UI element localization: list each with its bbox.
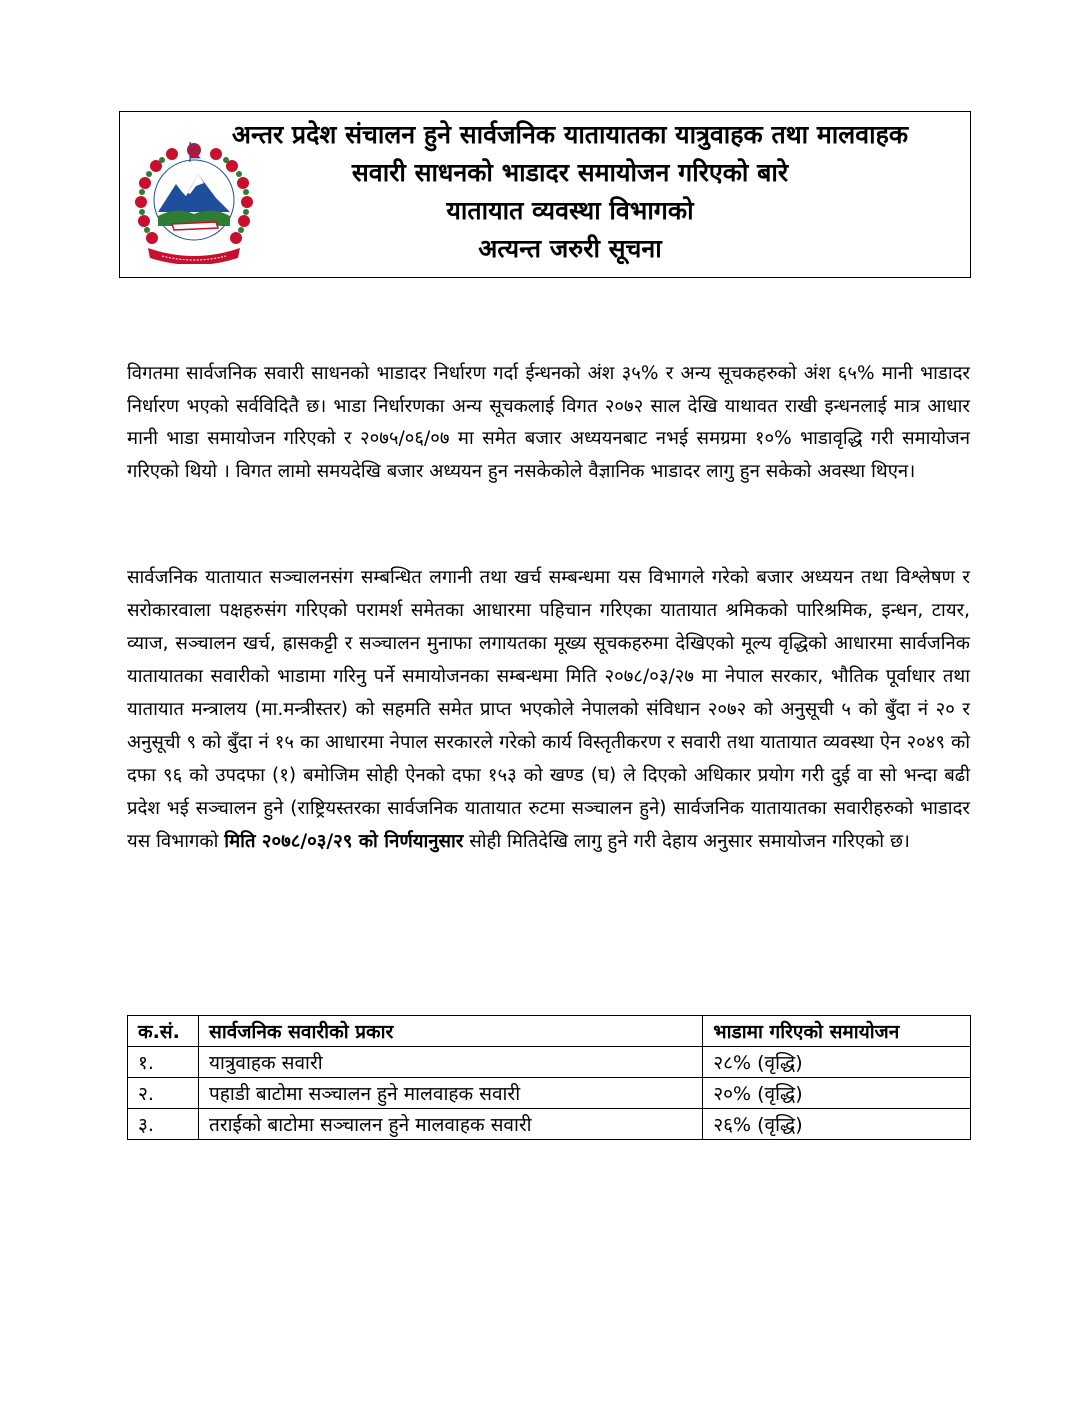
- header-fare-adjustment: भाडामा गरिएको समायोजन: [703, 1016, 971, 1047]
- fare-adjustment-table: [127, 1015, 971, 1140]
- header-serial: क.सं.: [128, 1016, 199, 1047]
- serial-cell: ३.: [128, 1109, 199, 1140]
- paragraph-2-end: सोही मितिदेखि लागु हुने गरी देहाय अनुसार समायोजन गरिएको छ।: [463, 831, 910, 852]
- title-line-3: यातायात व्यवस्था विभागको: [446, 196, 694, 225]
- title-line-4: अत्यन्त जरुरी सूचना: [478, 234, 662, 263]
- serial-cell: २.: [128, 1078, 199, 1109]
- table-row: [128, 1078, 971, 1109]
- decision-date-text: मिति २०७८/०३/२९ को निर्णयानुसार: [224, 831, 464, 852]
- adjustment-cell: २०% (वृद्धि): [703, 1078, 971, 1109]
- paragraph-2: [127, 561, 970, 858]
- table-row: [128, 1109, 971, 1140]
- header-vehicle-type: सार्वजनिक सवारीको प्रकार: [198, 1016, 702, 1047]
- vehicle-type-cell: तराईको बाटोमा सञ्चालन हुने मालवाहक सवारी: [198, 1109, 702, 1140]
- vehicle-type-cell: पहाडी बाटोमा सञ्चालन हुने मालवाहक सवारी: [198, 1078, 702, 1109]
- notice-title: [180, 116, 960, 268]
- serial-cell: १.: [128, 1047, 199, 1078]
- table-header-row: [128, 1016, 971, 1047]
- adjustment-cell: २८% (वृद्धि): [703, 1047, 971, 1078]
- title-line-2: सवारी साधनको भाडादर समायोजन गरिएको बारे: [351, 158, 789, 187]
- paragraph-1: विगतमा सार्वजनिक सवारी साधनको भाडादर निर्धारण गर्दा ईन्धनको अंश ३५% र अन्य सूचकहरुको अंश ६५% मानी भाडादर निर्धारण भएको सर्वविदितै छ। भाडा निर्धारणका अन्य सूचकलाई विगत २०७२ साल देखि याथावत राखी इन्धनलाई मात्र आधार मानी भाडा समायोजन गरिएको र २०७५/०६/०७ मा समेत बजार अध्ययनबाट नभई समग्रमा १०% भाडावृद्धि गरी समायोजन गरिएको थियो । विगत लामो समयदेखि बजार अध्ययन हुन नसकेकोले वैज्ञानिक भाडादर लागु हुन सकेको अवस्था थिएन।: [127, 363, 970, 482]
- adjustment-cell: २६% (वृद्धि): [703, 1109, 971, 1140]
- title-line-1: अन्तर प्रदेश संचालन हुने सार्वजनिक यातायातका यात्रुवाहक तथा मालवाहक: [231, 120, 909, 149]
- notice-header-box: [119, 111, 971, 278]
- vehicle-type-cell: यात्रुवाहक सवारी: [198, 1047, 702, 1078]
- table-row: [128, 1047, 971, 1078]
- paragraph-2-main: सार्वजनिक यातायात सञ्चालनसंग सम्बन्धित लगानी तथा खर्च सम्बन्धमा यस विभागले गरेको बजार अध्ययन तथा विश्लेषण र सरोकारवाला पक्षहरुसंग गरिएको परामर्श समेतका आधारमा पहिचान गरिएका यातायात श्रमिकको पारिश्रमिक, इन्धन, टायर, व्याज, सञ्चालन खर्च, ह्रासकट्टी र सञ्चालन मुनाफा लगायतका मूख्य सूचकहरुमा देखिएको मूल्य वृद्धिको आधारमा सार्वजनिक यातायातका सवारीको भाडामा गरिनु पर्ने समायोजनका सम्बन्धमा मिति २०७८/०३/२७ मा नेपाल सरकार, भौतिक पूर्वाधार तथा यातायात मन्त्रालय (मा.मन्त्रीस्तर) को सहमति समेत प्राप्त भएकोले नेपालको संविधान २०७२ को अनुसूची ५ को बुँदा नं २० र अनुसूची ९ को बुँदा नं १५ का आधारमा नेपाल सरकारले गरेको कार्य विस्तृतीकरण र सवारी तथा यातायात व्यवस्था ऐन २०४९ को दफा ९६ को उपदफा (१) बमोजिम सोही ऐनको दफा १५३ को खण्ड (घ) ले दिएको अधिकार प्रयोग गरी दुई वा सो भन्दा बढी प्रदेश भई सञ्चालन हुने (राष्ट्रियस्तरका सार्वजनिक यातायात रुटमा सञ्चालन हुने) सार्वजनिक यातायातका सवारीहरुको भाडादर यस विभागको: [127, 567, 970, 852]
